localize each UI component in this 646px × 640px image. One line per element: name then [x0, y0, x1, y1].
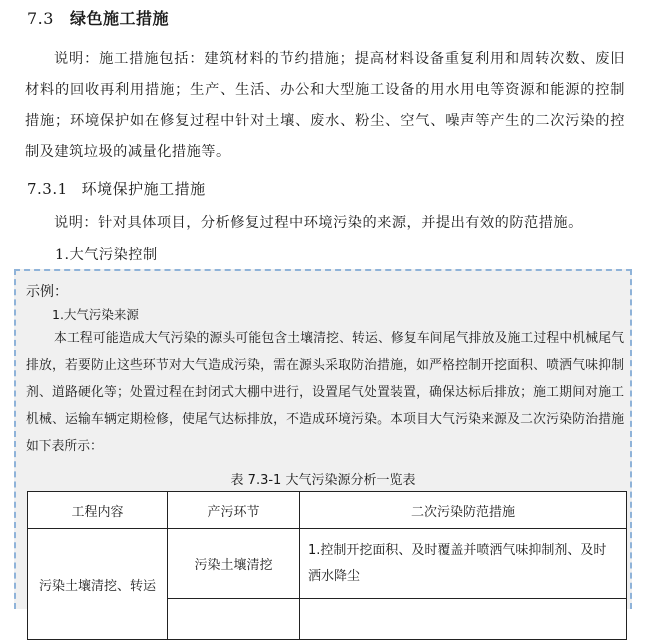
section-title: 绿色施工措施 — [69, 9, 169, 28]
table-header: 工程内容 — [28, 492, 168, 529]
table-cell-stage: 污染土壤清挖 — [168, 529, 300, 599]
example-label: 示例： — [26, 284, 68, 300]
table-cell-measure: 1.控制开挖面积、及时覆盖并喷洒气味抑制剂、及时洒水降尘 — [300, 529, 627, 599]
example-paragraph: 本工程可能造成大气污染的源头可能包含土壤清挖、转运、修复车间尾气排放及施工过程中机械尾气排放，若要防止这些环节对大气造成污染，需在源头采取防治措施，如严格控制开挖面积、喷洒气味抑制剂、道路硬化等；处置过程在封闭式大棚中进行，设置尾气处置装置，确保达标后排放；施工期间对施工机械、运输车辆定期检修，使尾气达标排放，不造成环境污染。本项目大气污染来源及二次污染防治措施如下表所示： — [26, 331, 624, 454]
example-item: 1.大气污染来源 — [52, 307, 139, 322]
subsection-number: 7.3.1 — [27, 180, 68, 198]
subsection-title: 环境保护施工措施 — [81, 180, 206, 198]
table-header: 二次污染防范措施 — [300, 492, 627, 529]
list-item-air-pollution: 1.大气污染控制 — [55, 247, 158, 263]
subsection-intro: 说明：针对具体项目，分析修复过程中环境污染的来源，并提出有效的防范措施。 — [54, 215, 583, 231]
subsection-heading — [27, 178, 206, 199]
pollution-source-table — [27, 491, 627, 640]
section-number: 7.3 — [27, 9, 54, 28]
table-cell-empty — [300, 599, 627, 640]
table-header-row — [28, 492, 627, 529]
table-header: 产污环节 — [168, 492, 300, 529]
section-heading — [27, 6, 169, 29]
table-row — [28, 529, 627, 599]
table-cell-empty — [168, 599, 300, 640]
intro-paragraph: 说明：施工措施包括：建筑材料的节约措施；提高材料设备重复利用和周转次数、废旧材料的回收再利用措施；生产、生活、办公和大型施工设备的用水用电等资源和能源的控制措施；环境保护如在修复过程中针对土壤、废水、粉尘、空气、噪声等产生的二次污染的控制及建筑垃圾的减量化措施等。 — [25, 51, 625, 160]
table-cell-content: 污染土壤清挖、转运 — [28, 529, 168, 640]
example-box — [14, 269, 632, 609]
table-caption: 表 7.3-1 大气污染源分析一览表 — [230, 473, 416, 488]
